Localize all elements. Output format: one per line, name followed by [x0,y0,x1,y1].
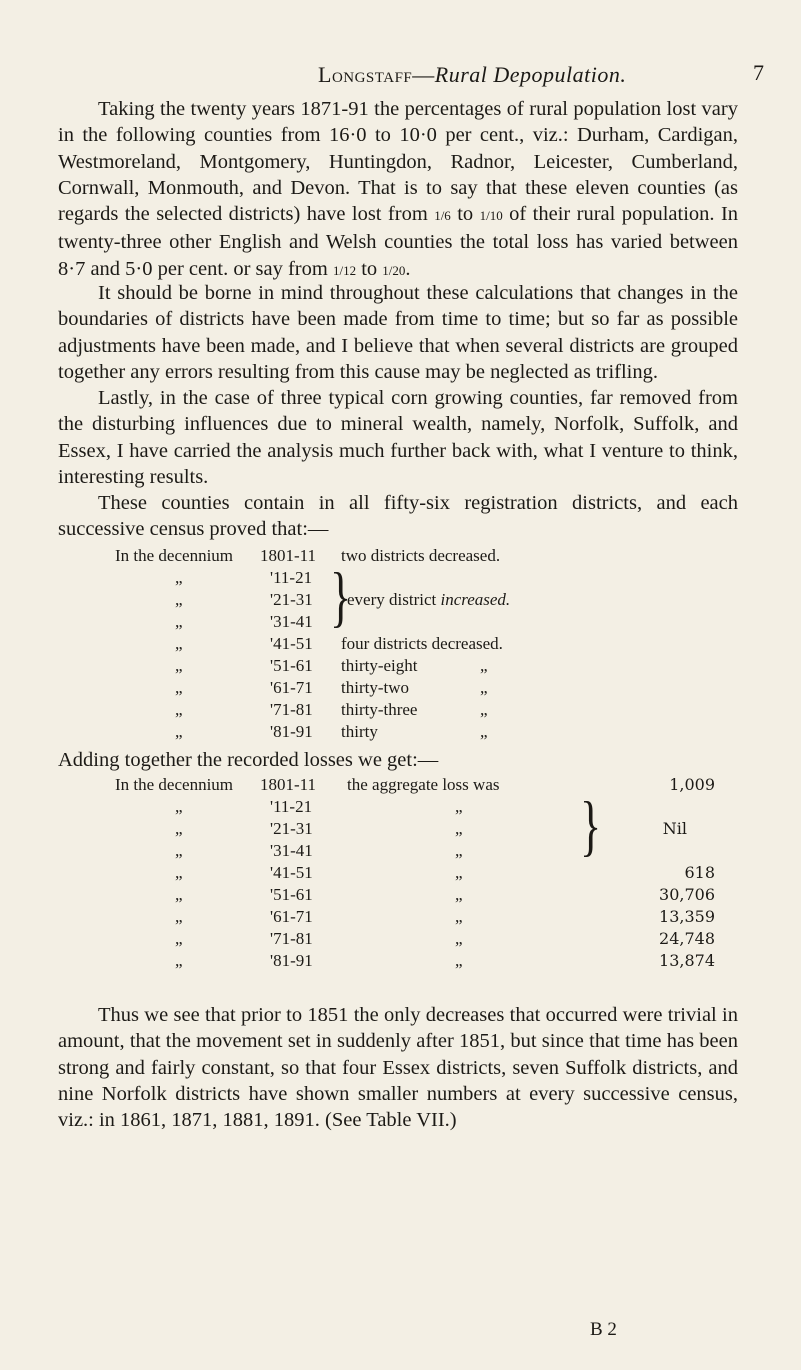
row-prefix: In the decennium [115,775,234,794]
table-row [115,950,715,972]
ditto-mark: „ [480,656,488,675]
body-paragraph-3: Lastly, in the case of three typical corn growing counties, far removed from the disturbing influences due to mineral wealth, namely, Norfolk, Suffolk, and Essex, I have carried the analysis much further back with, what I venture to think, interesting results. [58,387,738,488]
row-period: 1801-11 [260,546,317,565]
ditto-mark: „ [480,678,488,697]
losses-table [115,774,715,972]
table-row [115,611,735,633]
row-value: 1,009 [669,775,715,794]
row-result: thirty-eight [341,656,418,675]
ditto-mark: „ [480,722,488,741]
row-result: thirty-two [341,678,409,697]
row-result: every district increased. [347,590,511,609]
row-prefix: „ [175,590,183,609]
table-row [115,721,735,743]
row-prefix: „ [175,929,183,948]
page-number: 7 [753,60,764,85]
row-label: „ [455,797,463,816]
row-period: '31-41 [270,841,313,860]
row-prefix: „ [175,951,183,970]
row-prefix: „ [175,722,183,741]
row-prefix: „ [175,634,183,653]
body-paragraph-2: It should be borne in mind throughout these calculations that changes in the boundaries of districts have been made from time to time; but so far as possible adjustments have been made, and I believe that when several districts are grouped together any errors resulting from this cause may be neglected as trifling. [58,282,738,383]
row-period: '61-71 [270,678,313,697]
row-value: 13,874 [659,951,715,970]
row-prefix: „ [175,568,183,587]
table-row [115,862,715,884]
row-period: '51-61 [270,656,313,675]
brace-mark: } [330,558,352,635]
row-label: „ [455,819,463,838]
row-period: '81-91 [270,951,313,970]
row-result: four districts decreased. [341,634,503,653]
closing-paragraph: Thus we see that prior to 1851 the only decreases that occurred were trivial in amount, that the movement set in suddenly after 1851, but since that time has been strong and fairly constant, so that four Essex districts, seven Suffolk districts, and nine Norfolk districts have shown smaller numbers at every successive census, viz.: in 1861, 1871, 1881, 1891. (See Table VII.) [58,1004,738,1132]
row-value: Nil [662,819,687,838]
row-value: 13,359 [659,907,715,926]
table-row [115,677,735,699]
row-period: '41-51 [270,863,313,882]
fraction: 1/12 [332,262,357,278]
row-period: '21-31 [270,590,313,609]
row-label: „ [455,885,463,904]
row-period: '81-91 [270,722,313,741]
table-row [115,545,735,567]
row-prefix: In the decennium [115,546,234,565]
row-prefix: „ [175,656,183,675]
body-paragraph-adding: Adding together the recorded losses we get:— [58,749,439,771]
row-period: '21-31 [270,819,313,838]
row-period: '71-81 [270,929,313,948]
row-period: '11-21 [270,797,313,816]
row-value: 24,748 [659,929,715,948]
row-value: 618 [684,863,715,882]
row-prefix: „ [175,612,183,631]
row-value: 30,706 [659,885,715,904]
table-row [115,928,715,950]
row-period: '31-41 [270,612,313,631]
fraction: 1/10 [479,208,503,224]
table-row [115,884,715,906]
row-prefix: „ [175,841,183,860]
running-head: Longstaff—Rural Depopulation. [318,62,627,87]
brace-mark: } [580,787,602,864]
row-period: 1801-11 [260,775,317,794]
row-prefix: „ [175,907,183,926]
author-name: Longstaff [318,62,413,87]
table-row [115,906,715,928]
body-paragraph-1: Taking the twenty years 1871-91 the percentages of rural population lost vary in the following counties from 16·0 to 10·0 per cent., viz.: Durham, Cardigan, Westmoreland, Montgomery, Huntingdon, Radnor, Leicester, Cumberland, Cornwall, Monmouth, and Devon. That is to say that these eleven counties (as regards the selected districts) have lost from 1/6 to 1/10 of their rural population. In twenty-three other English and Welsh counties the total loss has varied between 8·7 and 5·0 per cent. or say from 1/12 to 1/20. [58,98,739,280]
row-label: „ [455,951,463,970]
row-result: thirty [341,722,378,741]
fraction: 1/6 [434,208,451,224]
row-prefix: „ [175,885,183,904]
row-period: '41-51 [270,634,313,653]
row-label: the aggregate loss was [347,775,500,794]
table-row [115,589,735,611]
row-period: '51-61 [270,885,313,904]
table-row [115,633,735,655]
fraction: 1/20 [382,262,406,278]
row-result: thirty-three [341,700,418,719]
row-period: '61-71 [270,907,313,926]
decennium-table [115,545,735,743]
table-row [115,818,715,840]
row-result: two districts decreased. [341,546,501,565]
row-label: „ [455,863,463,882]
row-prefix: „ [175,797,183,816]
signature-mark: B 2 [590,1319,617,1340]
body-paragraph-4: These counties contain in all fifty-six registration districts, and each successive census proved that:— [58,492,738,541]
ditto-mark: „ [480,700,488,719]
row-label: „ [455,929,463,948]
row-period: '11-21 [270,568,313,587]
row-period: '71-81 [270,700,313,719]
table-row [115,655,735,677]
table-row [115,774,715,796]
row-prefix: „ [175,863,183,882]
row-label: „ [455,907,463,926]
table-row [115,840,715,862]
row-label: „ [455,841,463,860]
chapter-title: Rural Depopulation. [434,62,627,87]
row-prefix: „ [175,819,183,838]
table-row [115,699,735,721]
row-prefix: „ [175,700,183,719]
row-prefix: „ [175,678,183,697]
